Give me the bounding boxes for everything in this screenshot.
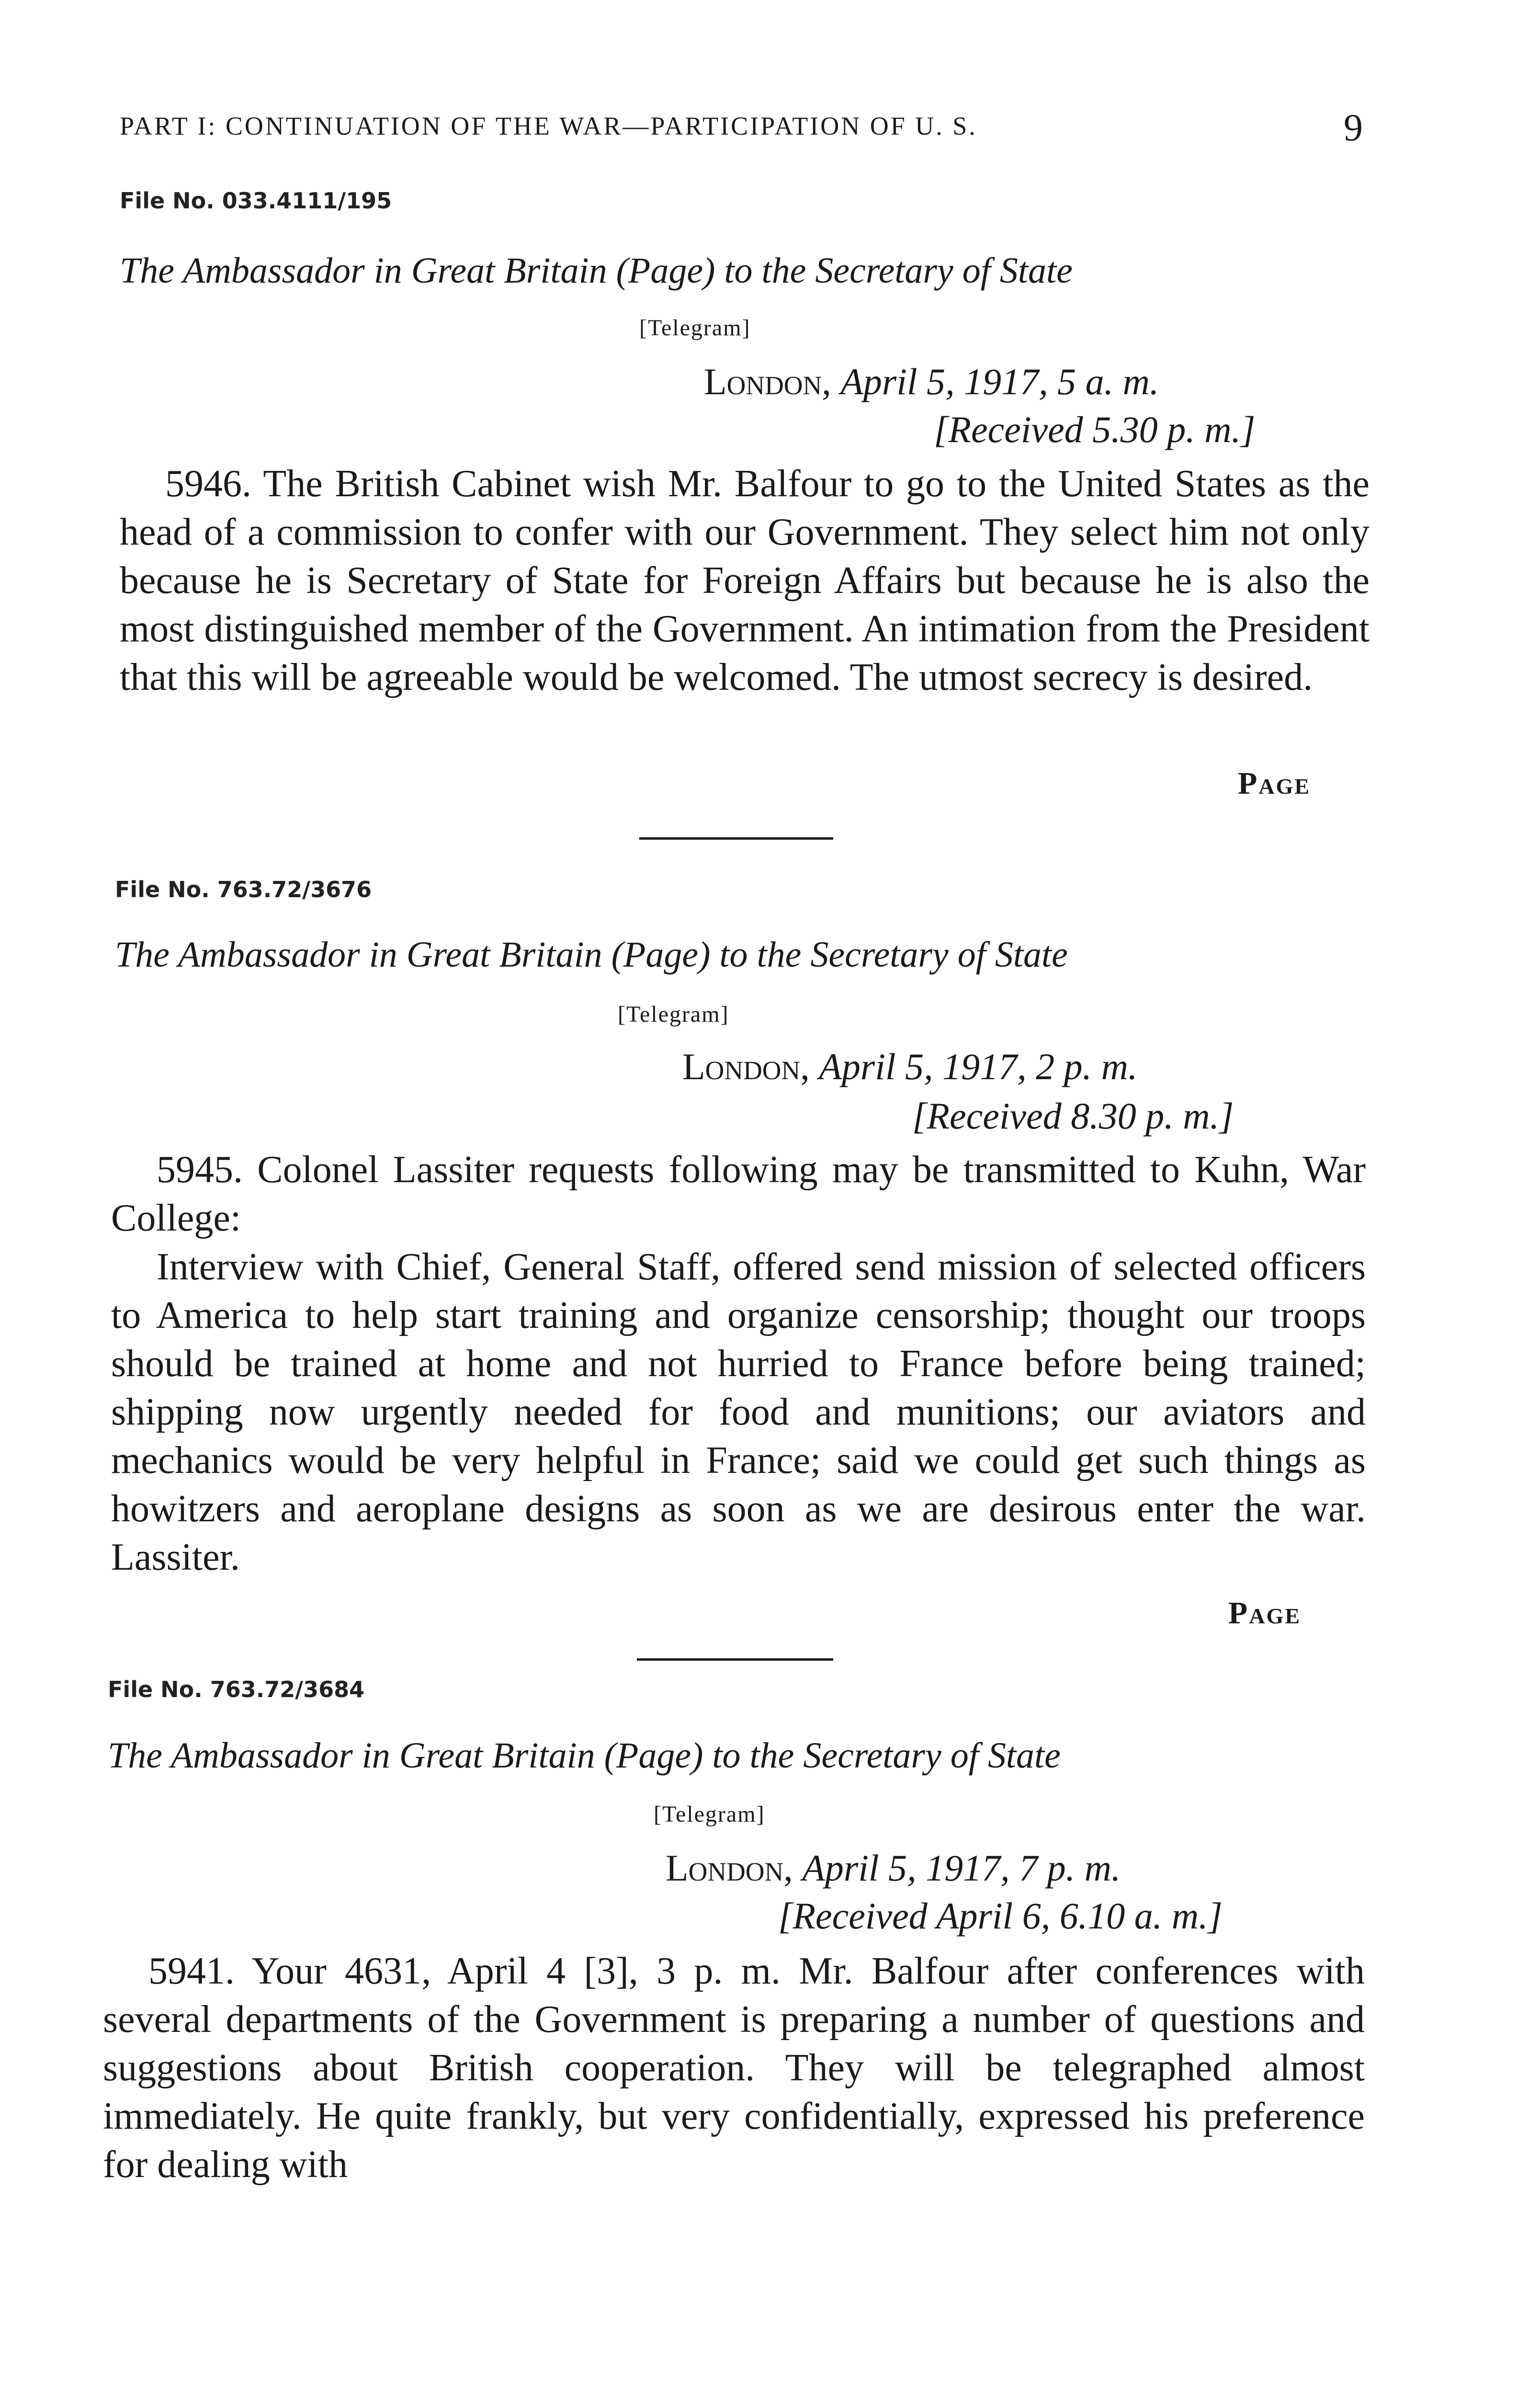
telegram-label: [Telegram]: [654, 1802, 765, 1827]
file-number: File No. 033.4111/195: [120, 188, 392, 214]
dateline: [704, 360, 1159, 403]
telegram-label: [Telegram]: [618, 1002, 729, 1027]
dateline-city: London,: [682, 1046, 810, 1087]
dateline-date: April 5, 1917, 5 a. m.: [840, 361, 1159, 402]
dateline-city: London,: [704, 361, 831, 402]
signature: Page: [1238, 766, 1311, 801]
document-heading: The Ambassador in Great Britain (Page) to the Secretary of State: [120, 251, 1073, 291]
page-number: 9: [1344, 107, 1363, 149]
received-note: [Received 8.30 p. m.]: [912, 1095, 1234, 1137]
telegram-paragraph: 5946. The British Cabinet wish Mr. Balfour to go to the United States as the head of a commission to confer with our Government. They select him not only because he is Secretary of State for Foreign Affairs but because he is also the most distinguished member of the Government. An intimation from the President that this will be agreeable would be welcomed. The utmost secrecy is desired.: [120, 463, 1370, 698]
file-number: File No. 763.72/3676: [115, 877, 372, 902]
dateline: [666, 1847, 1121, 1890]
telegram-paragraph: Interview with Chief, General Staff, offered send mission of selected officers to America to help start training and organize censorship; thought our troops should be trained at home and not hurried to France before being trained; shipping now urgently needed for food and munitions; our aviators and mechanics would be very helpful in France; said we could get such things as howitzers and aeroplane designs as soon as we are desirous enter the war. Lassiter.: [111, 1246, 1366, 1578]
dateline-date: April 5, 1917, 2 p. m.: [819, 1046, 1138, 1087]
file-number: File No. 763.72/3684: [108, 1676, 365, 1702]
received-note: [Received 5.30 p. m.]: [934, 409, 1256, 450]
section-divider: [637, 1658, 833, 1661]
telegram-label: [Telegram]: [639, 315, 751, 341]
dateline: [682, 1045, 1137, 1088]
telegram-paragraph: 5941. Your 4631, April 4 [3], 3 p. m. Mr. Balfour after conferences with several departments of the Government is preparing a number of questions and suggestions about British cooperation. They will be telegraphed almost immediately. He quite frankly, but very confidentially, expressed his preference for dealing with: [103, 1950, 1365, 2186]
received-note: [Received April 6, 6.10 a. m.]: [778, 1895, 1223, 1937]
signature: Page: [1228, 1596, 1301, 1631]
document-heading: The Ambassador in Great Britain (Page) to the Secretary of State: [108, 1735, 1061, 1776]
running-head: PART I: CONTINUATION OF THE WAR—PARTICIPATION OF U. S.: [120, 112, 977, 140]
section-divider: [639, 837, 833, 840]
dateline-date: April 5, 1917, 7 p. m.: [802, 1847, 1121, 1889]
document-heading: The Ambassador in Great Britain (Page) to the Secretary of State: [115, 935, 1068, 975]
dateline-city: London,: [666, 1847, 793, 1889]
telegram-paragraph: 5945. Colonel Lassiter requests following may be transmitted to Kuhn, War College:: [111, 1149, 1366, 1239]
